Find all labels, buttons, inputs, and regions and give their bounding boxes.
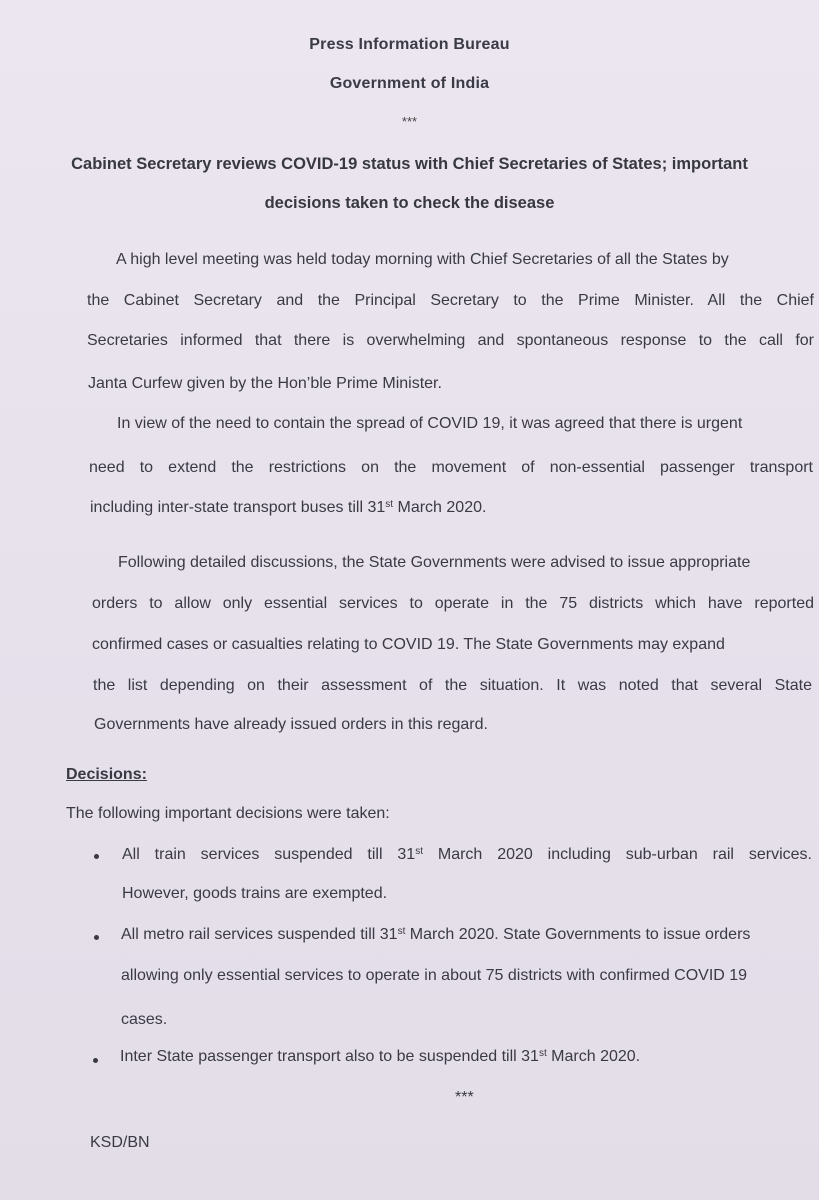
para2-line-1: In view of the need to contain the spread of COVID 19, it was agreed that there is urgent: [117, 415, 743, 432]
para2-line-2: need to extend the restrictions on the movement of non-essential passenger transport: [89, 459, 813, 476]
decisions-intro: The following important decisions were taken:: [66, 805, 390, 822]
decisions-heading: Decisions:: [66, 766, 147, 783]
org-name: Press Information Bureau: [309, 36, 510, 53]
para1-line-2: the Cabinet Secretary and the Principal Secretary to the Prime Minister. All the Chief: [87, 292, 814, 309]
para3-line-5: Governments have already issued orders in this regard.: [94, 716, 488, 733]
decision-2-line-3: cases.: [121, 1011, 168, 1028]
para3-line-1: Following detailed discussions, the State Governments were advised to issue appropriate: [118, 554, 751, 571]
bullet-2: [94, 935, 99, 940]
para1-line-3: Secretaries informed that there is overwhelming and spontaneous response to the call for: [87, 332, 814, 349]
decision-2-line-2: allowing only essential services to operate in about 75 districts with confirmed COVID 19: [121, 967, 748, 984]
bullet-1: [94, 854, 99, 859]
para1-line-4: Janta Curfew given by the Hon’ble Prime Minister.: [88, 375, 442, 392]
reference-code: KSD/BN: [90, 1134, 150, 1151]
para1-line-1: A high level meeting was held today morning with Chief Secretaries of all the States by: [116, 251, 729, 268]
decision-1-line-2: However, goods trains are exempted.: [122, 885, 388, 902]
para2-line-3: including inter-state transport buses till 31st March 2020.: [90, 499, 487, 516]
decision-2-line-1: All metro rail services suspended till 31st March 2020. State Governments to issue orders: [121, 926, 751, 943]
decision-3-line-1: Inter State passenger transport also to be suspended till 31st March 2020.: [120, 1048, 641, 1065]
title-line-2: decisions taken to check the disease: [264, 194, 555, 212]
para3-line-4: the list depending on their assessment of the situation. It was noted that several State: [93, 677, 812, 694]
title-line-1: Cabinet Secretary reviews COVID-19 status with Chief Secretaries of States; important: [71, 155, 748, 173]
separator-top: ***: [401, 114, 418, 129]
para3-line-2: orders to allow only essential services to operate in the 75 districts which have reported: [92, 595, 814, 612]
bullet-3: [93, 1058, 98, 1063]
separator-bottom: ***: [455, 1089, 474, 1106]
decision-1-line-1: All train services suspended till 31st March 2020 including sub-urban rail services.: [122, 846, 812, 863]
para3-line-3: confirmed cases or casualties relating to COVID 19. The State Governments may expand: [92, 636, 725, 653]
government-name: Government of India: [329, 75, 490, 92]
